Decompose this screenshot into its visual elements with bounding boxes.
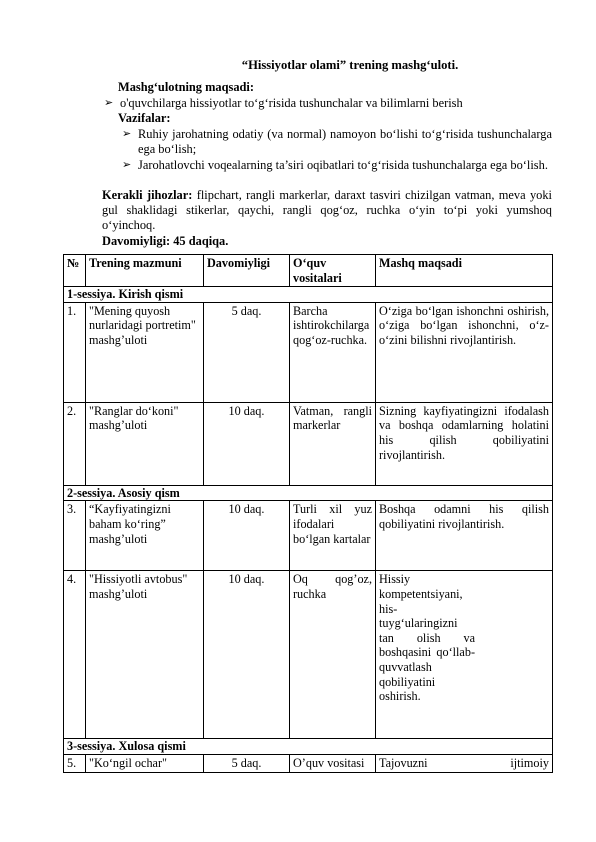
row-number: 4. bbox=[64, 571, 86, 739]
row-goal: O‘ziga bo‘lgan ishonchni oshirish, o‘ziga bo‘lgan ishonchni, o‘z-o‘zini bilishni rivojlantirish. bbox=[376, 302, 553, 402]
equipment-paragraph bbox=[102, 188, 552, 233]
training-table bbox=[63, 254, 553, 773]
session-label: 3-sessiya. Xulosa qismi bbox=[64, 739, 553, 755]
table-row bbox=[64, 571, 553, 739]
row-goal: Boshqa odamni his qilish qobiliyatini rivojlantirish. bbox=[376, 501, 553, 571]
row-duration: 10 daq. bbox=[204, 571, 290, 739]
row-number: 2. bbox=[64, 402, 86, 485]
table-row bbox=[64, 501, 553, 571]
table-header-row bbox=[64, 255, 553, 287]
row-goal: Tajovuzni ijtimoiy bbox=[376, 754, 553, 772]
row-tools: Oq qog’oz, ruchka bbox=[290, 571, 376, 739]
task-item: Ruhiy jarohatning odatiy (va normal) namoyon bo‘lishi to‘g‘risida tushunchalarga ega bo‘lish; bbox=[138, 127, 552, 156]
row-tools: Barcha ishtirokchilarga qog‘oz-ruchka. bbox=[290, 302, 376, 402]
goal-heading: Mashg‘ulotning maqsadi: bbox=[118, 80, 254, 94]
row-goal-text: Hissiy kompetentsiyani, his-tuyg‘ularingizni tan olish va boshqasini qo‘llab-quvvatlash qobiliyatini oshirish. bbox=[379, 572, 475, 704]
session-label: 2-sessiya. Asosiy qism bbox=[64, 485, 553, 501]
document-title: “Hissiyotlar olami” trening mashg‘uloti. bbox=[241, 58, 459, 72]
header-cell: O‘quv vositalari bbox=[290, 255, 376, 287]
row-duration: 5 daq. bbox=[204, 754, 290, 772]
row-name: “Kayfiyatingizni baham ko‘ring” mashg’uloti bbox=[86, 501, 204, 571]
row-tools: O’quv vositasi bbox=[290, 754, 376, 772]
goal-text: o'quvchilarga hissiyotlar to‘g‘risida tushunchalar va bilimlarni berish bbox=[120, 96, 463, 110]
table-row bbox=[64, 302, 553, 402]
row-goal bbox=[376, 571, 553, 739]
session-row bbox=[64, 485, 553, 501]
row-number: 5. bbox=[64, 754, 86, 772]
tasks-heading: Vazifalar: bbox=[118, 111, 171, 125]
row-name: "Ko‘ngil ochar" bbox=[86, 754, 204, 772]
arrow-bullet-icon: ➢ bbox=[104, 97, 114, 109]
row-duration: 10 daq. bbox=[204, 402, 290, 485]
header-cell: Trening mazmuni bbox=[86, 255, 204, 287]
header-cell: Davomiyligi bbox=[204, 255, 290, 287]
row-name: "Hissiyotli avtobus" mashg’uloti bbox=[86, 571, 204, 739]
row-name: "Mening quyosh nurlaridagi portretim" mashg’uloti bbox=[86, 302, 204, 402]
row-tools: Turli xil yuz ifodalari bo‘lgan kartalar bbox=[290, 501, 376, 571]
session-label: 1-sessiya. Kirish qismi bbox=[64, 287, 553, 303]
row-number: 1. bbox=[64, 302, 86, 402]
row-duration: 10 daq. bbox=[204, 501, 290, 571]
row-name: "Ranglar do‘koni" mashg’uloti bbox=[86, 402, 204, 485]
header-cell: Mashq maqsadi bbox=[376, 255, 553, 287]
arrow-bullet-icon: ➢ bbox=[122, 159, 132, 171]
equipment-label: Kerakli jihozlar: bbox=[102, 188, 193, 202]
row-duration: 5 daq. bbox=[204, 302, 290, 402]
row-goal: Sizning kayfiyatingizni ifodalash va boshqa odamlarning holatini his qilish qobiliyatini rivojlantirish. bbox=[376, 402, 553, 485]
row-number: 3. bbox=[64, 501, 86, 571]
equipment-text: flipchart, rangli markerlar, daraxt tasviri chizilgan vatman, meva yoki gul shaklidagi stikerlar, qaychi, rangli qog‘oz, ruchka o‘yin to‘pi yoki yumshoq o‘yinchoq. bbox=[102, 188, 552, 232]
task-item: Jarohatlovchi voqealarning ta’siri oqibatlari to‘g‘risida tushunchalarga ega bo‘lish. bbox=[138, 158, 548, 172]
table-row bbox=[64, 402, 553, 485]
table-row bbox=[64, 754, 553, 772]
row-tools: Vatman, rangli markerlar bbox=[290, 402, 376, 485]
header-cell: № bbox=[64, 255, 86, 287]
duration-text: Davomiyligi: 45 daqiqa. bbox=[102, 234, 229, 248]
arrow-bullet-icon: ➢ bbox=[122, 128, 132, 140]
session-row bbox=[64, 739, 553, 755]
session-row bbox=[64, 287, 553, 303]
